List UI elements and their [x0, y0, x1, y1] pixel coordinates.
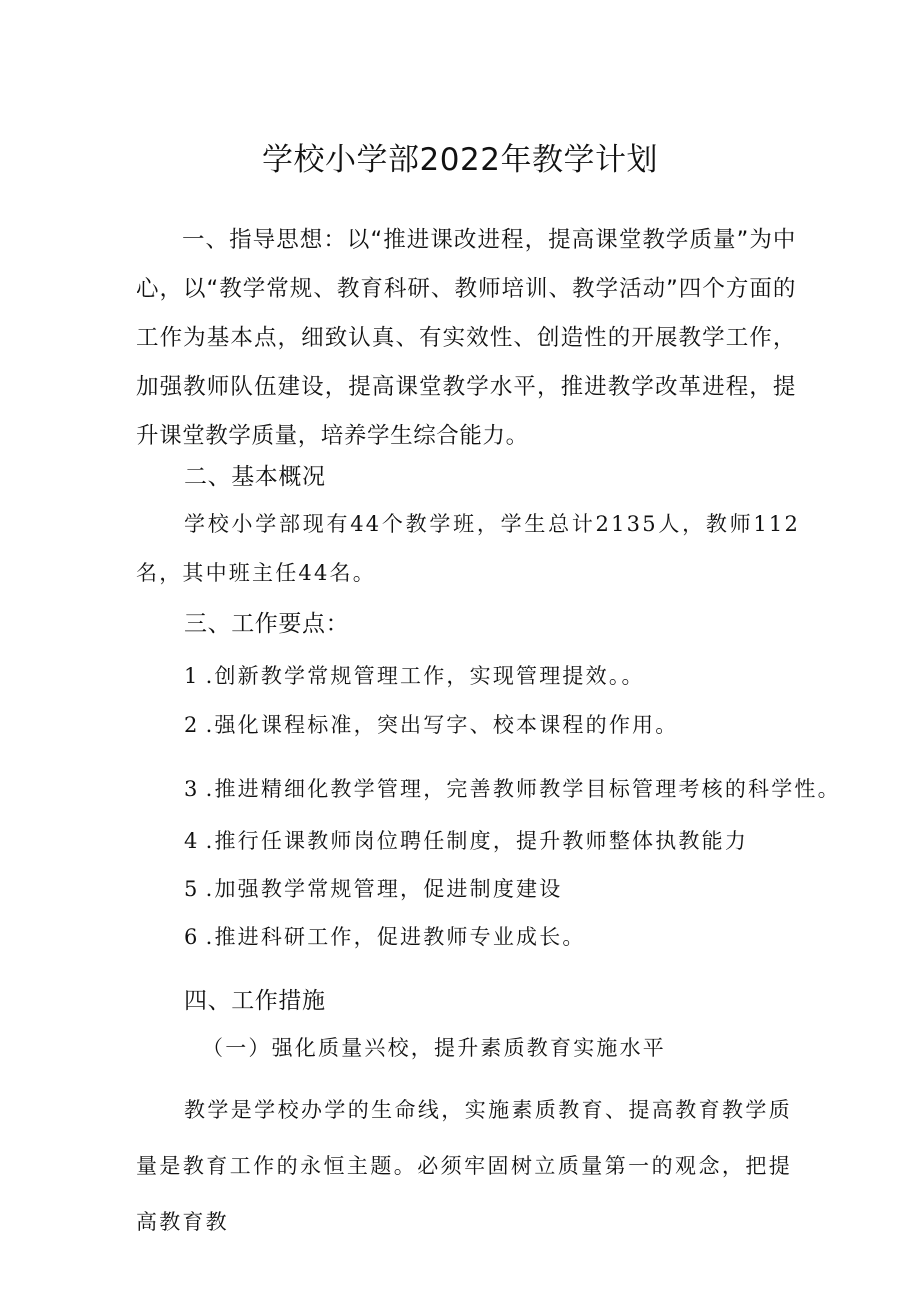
work-point-item [184, 701, 678, 750]
work-measures-paragraph: 教学是学校办学的生命线，实施素质教育、提高教育教学质量是教育工作的永恒主题。必须牢固树立质量第一的观念，把提高教育教 [136, 1098, 792, 1234]
guiding-ideology-paragraph: 一、指导思想：以“推进课改进程，提高课堂教学质量”为中心，以“教学常规、教育科研、教师培训、教学活动”四个方面的工作为基本点，细致认真、有实效性、创造性的开展教学工作，加强教师队伍建设，提高课堂教学水平，推进教学改革进程，提升课堂教学质量，培养学生综合能力。 [136, 227, 796, 449]
document-title: 学校小学部2022年教学计划 [262, 142, 658, 178]
basic-overview-paragraph: 学校小学部现有44个教学班，学生总计2135人，教师112名，其中班主任44名。 [136, 512, 800, 585]
item-text: .加强教学常规管理，促进制度建设 [205, 877, 563, 901]
work-point-item [184, 913, 586, 962]
work-point-item [184, 652, 645, 701]
work-point-item [184, 817, 748, 866]
item-text: .推行任课教师岗位聘任制度，提升教师整体执教能力 [205, 829, 749, 853]
item-number: 5 [184, 877, 200, 901]
item-number: 1 [184, 664, 200, 688]
item-number: 3 [184, 777, 200, 801]
subsection-heading: （一）强化质量兴校，提升素质教育实施水平 [202, 1036, 666, 1060]
basic-overview-heading: 二、基本概况 [184, 464, 326, 490]
work-points-heading: 三、工作要点： [184, 611, 350, 637]
work-point-item [184, 765, 841, 814]
item-text: .创新教学常规管理工作，实现管理提效。。 [205, 664, 645, 688]
work-point-item [184, 865, 562, 914]
item-text: .推进精细化教学管理，完善教师教学目标管理考核的科学性。 [205, 777, 841, 801]
item-text: .推进科研工作，促进教师专业成长。 [205, 925, 586, 949]
item-number: 6 [184, 925, 200, 949]
work-measures-heading: 四、工作措施 [184, 988, 326, 1014]
item-number: 2 [184, 713, 200, 737]
item-number: 4 [184, 829, 200, 853]
item-text: .强化课程标准，突出写字、校本课程的作用。 [205, 713, 679, 737]
